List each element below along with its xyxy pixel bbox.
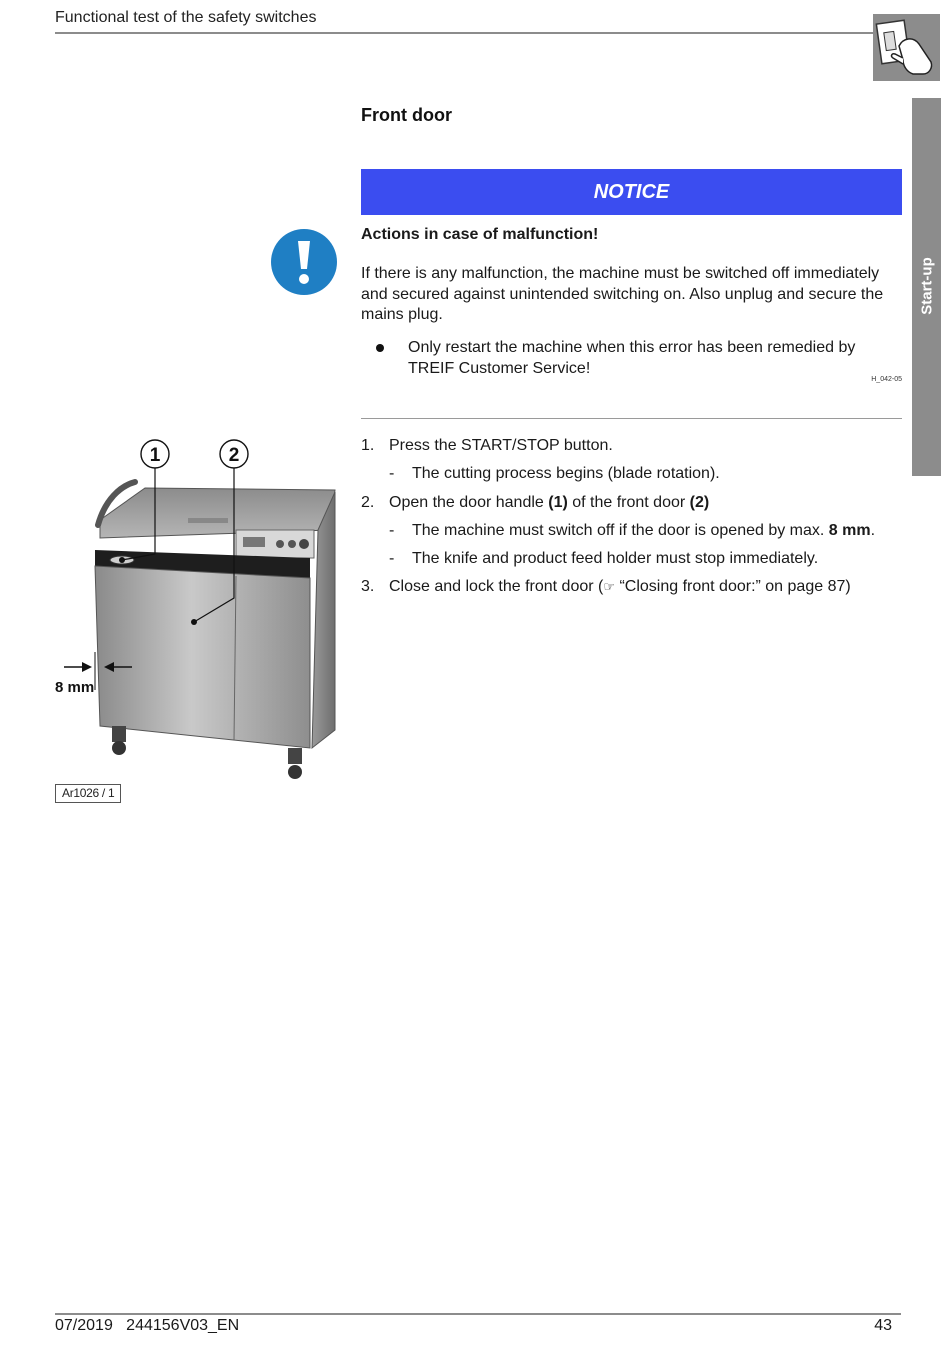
result-text-part: The machine must switch off if the door is opened by max. <box>412 521 829 539</box>
callout-ref: (2) <box>689 493 710 511</box>
page-header-title: Functional test of the safety switches <box>55 9 317 26</box>
step-number: 1. <box>361 437 375 454</box>
step-2 <box>361 493 906 521</box>
step-text: Press the START/STOP button. <box>389 437 613 454</box>
step-3 <box>361 577 906 605</box>
step-list <box>361 436 906 606</box>
exclamation-icon <box>271 229 337 295</box>
hand-switch-icon <box>873 14 940 81</box>
result-text-part: . <box>870 521 876 539</box>
dimension-label: 8 mm <box>55 679 95 696</box>
callout-1: 1 <box>149 445 161 466</box>
notice-label: NOTICE <box>593 180 670 203</box>
cross-reference-link[interactable]: “Closing front door:” on page 87) <box>615 578 851 596</box>
notice-divider <box>361 418 902 419</box>
section-title: Front door <box>361 105 452 125</box>
step-text-part: Open the door handle <box>389 493 549 511</box>
chapter-tab-label: Start-up <box>918 257 935 315</box>
chapter-tab[interactable] <box>912 98 941 476</box>
result-dash: - <box>389 521 395 539</box>
footer-divider <box>55 1313 901 1315</box>
notice-banner <box>361 169 902 215</box>
notice-heading: Actions in case of malfunction! <box>361 226 599 243</box>
step-text <box>389 577 851 598</box>
machine-illustration <box>50 430 350 790</box>
bullet-dot <box>376 344 384 352</box>
dimension-ref: 8 mm <box>828 521 871 539</box>
step-2-result-1 <box>361 521 906 549</box>
notice-code: H_042-05 <box>871 376 902 383</box>
notice-bullet: Only restart the machine when this error has been remedied by TREIF Customer Service! <box>408 339 856 377</box>
step-1-result <box>361 464 906 492</box>
result-dash: - <box>389 465 395 483</box>
callout-2: 2 <box>228 445 240 466</box>
step-1 <box>361 436 906 464</box>
pointing-hand-icon: ☞ <box>603 580 615 596</box>
header-divider <box>55 32 873 34</box>
footer-doc-info: 07/2019 244156V03_EN <box>55 1317 240 1334</box>
step-text-part: Close and lock the front door ( <box>389 578 604 596</box>
figure-label: Ar1026 / 1 <box>55 784 121 803</box>
step-number: 3. <box>361 578 375 596</box>
result-text: The cutting process begins (blade rotation). <box>412 465 720 483</box>
page-number: 43 <box>874 1317 892 1334</box>
step-number: 2. <box>361 493 375 511</box>
step-text <box>389 493 709 513</box>
result-text: The knife and product feed holder must stop immediately. <box>412 550 819 568</box>
result-text <box>412 521 875 541</box>
step-text-part: of the front door <box>567 493 690 511</box>
result-dash: - <box>389 550 395 568</box>
notice-body: If there is any malfunction, the machine must be switched off immediately and secured against unintended switching on. Also unplug and secure the mains plug. <box>361 265 884 323</box>
callout-ref: (1) <box>548 493 568 511</box>
step-2-result-2 <box>361 549 906 577</box>
